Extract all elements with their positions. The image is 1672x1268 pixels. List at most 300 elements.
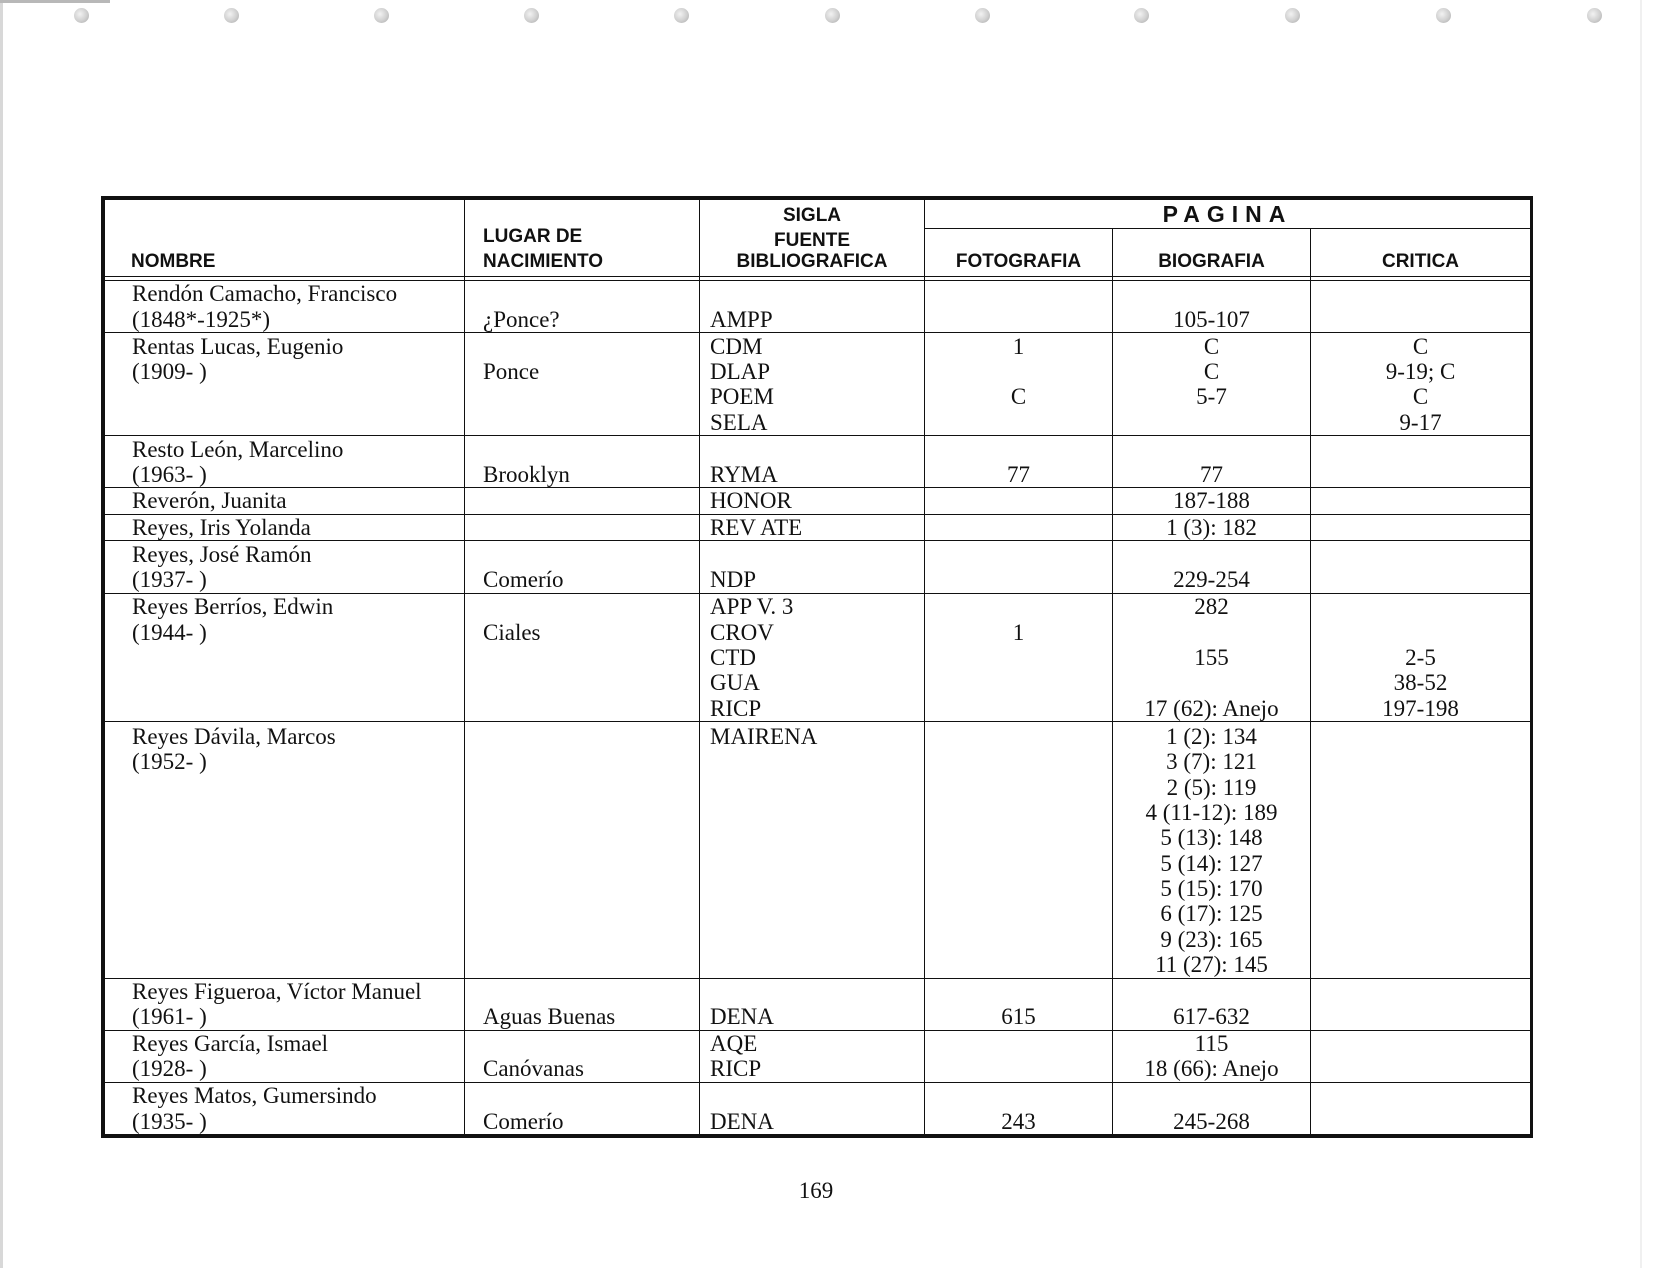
- cell-line: Comerío: [483, 567, 564, 593]
- cell-line: Ciales: [483, 619, 541, 645]
- cell-line: 187-188: [1173, 488, 1250, 514]
- cell-line: 3 (7): 121: [1166, 749, 1257, 775]
- table-row: [105, 333, 1531, 436]
- page-number: 169: [798, 1178, 834, 1203]
- cell-critica: [1311, 333, 1531, 436]
- cell-critica: [1311, 541, 1531, 593]
- cell-biografia: [1113, 541, 1311, 593]
- cell-line: [1311, 775, 1530, 800]
- cell-line: [483, 952, 699, 977]
- cell-line: REV ATE: [710, 515, 803, 541]
- cell-biografia: [1113, 333, 1311, 436]
- cell-line: [925, 927, 1112, 952]
- cell-line: [483, 594, 699, 619]
- cell-line: 5 (13): 148: [1160, 825, 1263, 851]
- cell-line: Brooklyn: [483, 461, 570, 487]
- cell-fotografia: [925, 488, 1113, 515]
- binder-hole-icon: [975, 8, 990, 23]
- cell-line: RICP: [710, 695, 762, 721]
- cell-nombre: [105, 514, 465, 541]
- cell-line: 9-17: [1399, 409, 1442, 435]
- cell-line: (1952- ): [132, 749, 207, 775]
- cell-line: 4 (11-12): 189: [1145, 799, 1278, 825]
- cell-line: DENA: [710, 1004, 774, 1030]
- cell-line: [132, 825, 464, 850]
- cell-biografia: [1113, 1082, 1311, 1134]
- cell-line: Ponce: [483, 359, 540, 385]
- cell-biografia: [1113, 514, 1311, 541]
- cell-line: [483, 901, 699, 926]
- cell-line: [483, 645, 699, 670]
- cell-line: [483, 825, 699, 850]
- cell-line: [925, 800, 1112, 825]
- cell-critica: [1311, 1082, 1531, 1134]
- cell-fotografia: [925, 333, 1113, 436]
- cell-line: [132, 410, 464, 435]
- header-nombre: NOMBRE: [105, 200, 465, 277]
- cell-line: [925, 901, 1112, 926]
- cell-line: [483, 515, 699, 540]
- cell-line: [925, 724, 1112, 749]
- cell-line: Reverón, Juanita: [132, 488, 287, 514]
- cell-lugar: [465, 978, 700, 1030]
- cell-line: [925, 307, 1112, 332]
- cell-line: 38-52: [1393, 670, 1448, 696]
- cell-line: [483, 542, 699, 567]
- cell-line: RYMA: [710, 461, 778, 487]
- cell-line: Resto León, Marcelino: [132, 436, 344, 462]
- cell-line: Comerío: [483, 1108, 564, 1134]
- cell-line: [1311, 876, 1530, 901]
- cell-line: [483, 1083, 699, 1108]
- header-pagina: PAGINA: [925, 200, 1531, 229]
- cell-sigla: [700, 333, 925, 436]
- cell-line: 243: [1001, 1108, 1036, 1134]
- cell-line: NDP: [710, 567, 757, 593]
- cell-line: [1311, 594, 1530, 619]
- cell-line: (1935- ): [132, 1108, 207, 1134]
- cell-line: [483, 800, 699, 825]
- cell-fotografia: [925, 1082, 1113, 1134]
- cell-line: [483, 437, 699, 462]
- header-lugar: LUGAR DE NACIMIENTO: [465, 200, 700, 277]
- table-row: [105, 978, 1531, 1030]
- cell-line: [132, 775, 464, 800]
- cell-line: 229-254: [1173, 567, 1250, 593]
- cell-line: [132, 800, 464, 825]
- cell-nombre: [105, 333, 465, 436]
- cell-line: [1113, 670, 1310, 695]
- cell-critica: [1311, 593, 1531, 722]
- cell-line: [1311, 462, 1530, 487]
- cell-line: RICP: [710, 1056, 762, 1082]
- cell-line: [1311, 800, 1530, 825]
- cell-line: 77: [1200, 461, 1223, 487]
- cell-line: 1: [1012, 333, 1025, 359]
- binder-holes: [0, 8, 1672, 28]
- cell-line: [132, 927, 464, 952]
- cell-nombre: [105, 593, 465, 722]
- cell-line: [1311, 281, 1530, 306]
- cell-line: [925, 696, 1112, 721]
- cell-line: APP V. 3: [710, 594, 794, 620]
- cell-line: Reyes Matos, Gumersindo: [132, 1083, 377, 1109]
- cell-line: [925, 825, 1112, 850]
- cell-line: [1311, 488, 1530, 513]
- cell-line: [1311, 1083, 1530, 1108]
- cell-lugar: [465, 281, 700, 333]
- cell-line: [925, 437, 1112, 462]
- cell-line: [925, 670, 1112, 695]
- cell-line: SELA: [710, 409, 768, 435]
- cell-line: Canóvanas: [483, 1056, 584, 1082]
- cell-line: [483, 410, 699, 435]
- cell-sigla: [700, 978, 925, 1030]
- index-table-frame: [101, 196, 1533, 1138]
- cell-fotografia: [925, 281, 1113, 333]
- cell-lugar: [465, 488, 700, 515]
- cell-line: GUA: [710, 670, 760, 696]
- cell-line: (1848*-1925*): [132, 306, 270, 332]
- header-critica: CRITICA: [1311, 229, 1531, 277]
- table-row: [105, 488, 1531, 515]
- index-table: [104, 199, 1531, 1135]
- cell-biografia: [1113, 593, 1311, 722]
- cell-biografia: [1113, 281, 1311, 333]
- cell-line: 6 (17): 125: [1160, 901, 1263, 927]
- cell-line: 18 (66): Anejo: [1144, 1056, 1279, 1082]
- cell-line: [1311, 437, 1530, 462]
- cell-line: Rentas Lucas, Eugenio: [132, 333, 344, 359]
- cell-line: Reyes Dávila, Marcos: [132, 723, 336, 749]
- cell-line: [1113, 1083, 1310, 1108]
- cell-line: [483, 876, 699, 901]
- cell-line: [1311, 927, 1530, 952]
- cell-line: ¿Ponce?: [483, 306, 560, 332]
- cell-line: MAIRENA: [710, 723, 818, 749]
- cell-line: [132, 645, 464, 670]
- cell-line: [483, 1031, 699, 1056]
- table-row: [105, 541, 1531, 593]
- cell-line: [483, 488, 699, 513]
- cell-line: [925, 359, 1112, 384]
- header-biografia: BIOGRAFIA: [1113, 229, 1311, 277]
- cell-line: 9-19; C: [1385, 359, 1456, 385]
- cell-line: [1311, 1004, 1530, 1029]
- cell-line: [925, 488, 1112, 513]
- cell-line: 1 (2): 134: [1166, 723, 1257, 749]
- cell-line: [710, 542, 924, 567]
- cell-line: [1311, 749, 1530, 774]
- cell-nombre: [105, 1030, 465, 1082]
- cell-line: (1944- ): [132, 619, 207, 645]
- cell-line: 9 (23): 165: [1160, 926, 1263, 952]
- cell-biografia: [1113, 722, 1311, 978]
- cell-critica: [1311, 488, 1531, 515]
- cell-line: C: [1203, 359, 1220, 385]
- binder-hole-icon: [825, 8, 840, 23]
- cell-lugar: [465, 1082, 700, 1134]
- binder-hole-icon: [1436, 8, 1451, 23]
- cell-lugar: [465, 1030, 700, 1082]
- binder-hole-icon: [1587, 8, 1602, 23]
- cell-line: [710, 281, 924, 306]
- cell-fotografia: [925, 514, 1113, 541]
- page-edge-left: [0, 0, 3, 1268]
- cell-lugar: [465, 514, 700, 541]
- cell-line: Reyes Figueroa, Víctor Manuel: [132, 978, 422, 1004]
- table-row: [105, 514, 1531, 541]
- cell-line: [925, 515, 1112, 540]
- cell-line: [483, 384, 699, 409]
- cell-line: Reyes, José Ramón: [132, 541, 312, 567]
- cell-line: [132, 384, 464, 409]
- cell-line: CDM: [710, 333, 763, 359]
- cell-line: [925, 1083, 1112, 1108]
- cell-sigla: [700, 514, 925, 541]
- cell-nombre: [105, 436, 465, 488]
- cell-line: [483, 724, 699, 749]
- cell-sigla: [700, 281, 925, 333]
- cell-sigla: [700, 436, 925, 488]
- cell-line: [710, 800, 924, 825]
- cell-line: [1311, 952, 1530, 977]
- cell-nombre: [105, 488, 465, 515]
- cell-nombre: [105, 978, 465, 1030]
- cell-line: C: [1010, 384, 1027, 410]
- cell-line: [483, 670, 699, 695]
- cell-line: [925, 775, 1112, 800]
- cell-line: 11 (27): 145: [1155, 952, 1268, 978]
- cell-line: HONOR: [710, 488, 792, 514]
- cell-line: [483, 775, 699, 800]
- cell-line: [1311, 542, 1530, 567]
- cell-line: [710, 952, 924, 977]
- cell-biografia: [1113, 1030, 1311, 1082]
- cell-sigla: [700, 1082, 925, 1134]
- cell-fotografia: [925, 1030, 1113, 1082]
- cell-line: Aguas Buenas: [483, 1004, 616, 1030]
- cell-line: [925, 979, 1112, 1004]
- cell-lugar: [465, 541, 700, 593]
- cell-line: Reyes, Iris Yolanda: [132, 515, 311, 541]
- cell-line: [925, 749, 1112, 774]
- cell-line: [132, 901, 464, 926]
- cell-line: 105-107: [1173, 306, 1250, 332]
- cell-critica: [1311, 722, 1531, 978]
- cell-line: [1113, 620, 1310, 645]
- cell-line: (1961- ): [132, 1004, 207, 1030]
- cell-line: 282: [1194, 594, 1229, 620]
- cell-line: [1311, 1109, 1530, 1134]
- binder-hole-icon: [674, 8, 689, 23]
- cell-line: [710, 901, 924, 926]
- page-edge-top: [0, 0, 110, 3]
- binder-hole-icon: [524, 8, 539, 23]
- cell-line: C: [1203, 333, 1220, 359]
- cell-line: 17 (62): Anejo: [1144, 695, 1279, 721]
- cell-line: [483, 749, 699, 774]
- cell-line: 5 (14): 127: [1160, 850, 1263, 876]
- cell-line: [710, 749, 924, 774]
- cell-line: [483, 927, 699, 952]
- binder-hole-icon: [224, 8, 239, 23]
- cell-critica: [1311, 978, 1531, 1030]
- cell-line: [710, 825, 924, 850]
- cell-sigla: [700, 541, 925, 593]
- table-row: [105, 281, 1531, 333]
- cell-line: [710, 851, 924, 876]
- cell-line: [132, 876, 464, 901]
- table-row: [105, 722, 1531, 978]
- cell-biografia: [1113, 436, 1311, 488]
- cell-line: Reyes Berríos, Edwin: [132, 594, 334, 620]
- cell-line: AMPP: [710, 306, 773, 332]
- cell-sigla: [700, 1030, 925, 1082]
- cell-line: [710, 1083, 924, 1108]
- cell-line: [925, 594, 1112, 619]
- cell-line: 1: [1012, 619, 1025, 645]
- cell-line: [1113, 410, 1310, 435]
- cell-line: [1113, 979, 1310, 1004]
- cell-line: [710, 927, 924, 952]
- cell-critica: [1311, 1030, 1531, 1082]
- cell-line: [1311, 979, 1530, 1004]
- cell-line: [710, 876, 924, 901]
- cell-lugar: [465, 333, 700, 436]
- cell-line: [1311, 825, 1530, 850]
- cell-line: [925, 851, 1112, 876]
- cell-line: [1311, 620, 1530, 645]
- cell-line: Reyes García, Ismael: [132, 1031, 329, 1057]
- cell-line: AQE: [710, 1031, 758, 1057]
- cell-line: [1311, 515, 1530, 540]
- cell-line: 245-268: [1173, 1108, 1250, 1134]
- cell-lugar: [465, 436, 700, 488]
- binder-hole-icon: [1285, 8, 1300, 23]
- cell-fotografia: [925, 541, 1113, 593]
- cell-nombre: [105, 722, 465, 978]
- cell-line: [925, 567, 1112, 592]
- cell-line: CTD: [710, 645, 756, 671]
- cell-line: 5 (15): 170: [1160, 876, 1263, 902]
- cell-line: C: [1412, 333, 1429, 359]
- cell-line: [925, 542, 1112, 567]
- cell-sigla: [700, 722, 925, 978]
- cell-line: (1909- ): [132, 359, 207, 385]
- header-sigla: SIGLA FUENTE BIBLIOGRAFICA: [700, 200, 925, 277]
- table-row: [105, 436, 1531, 488]
- cell-line: [925, 410, 1112, 435]
- cell-line: [925, 952, 1112, 977]
- cell-line: 77: [1007, 461, 1030, 487]
- cell-line: [710, 775, 924, 800]
- cell-line: [710, 437, 924, 462]
- cell-fotografia: [925, 593, 1113, 722]
- cell-line: [483, 851, 699, 876]
- cell-nombre: [105, 1082, 465, 1134]
- header-fotografia: FOTOGRAFIA: [925, 229, 1113, 277]
- cell-line: [1311, 724, 1530, 749]
- cell-line: [1113, 542, 1310, 567]
- table-row: [105, 593, 1531, 722]
- cell-line: 617-632: [1173, 1004, 1250, 1030]
- cell-line: [483, 979, 699, 1004]
- cell-line: 615: [1001, 1004, 1036, 1030]
- cell-line: 197-198: [1382, 695, 1459, 721]
- cell-line: 2 (5): 119: [1166, 774, 1257, 800]
- cell-line: [1113, 437, 1310, 462]
- cell-nombre: [105, 541, 465, 593]
- cell-line: [1311, 1031, 1530, 1056]
- cell-fotografia: [925, 978, 1113, 1030]
- cell-line: 115: [1194, 1031, 1229, 1057]
- cell-line: [1311, 1056, 1530, 1081]
- cell-line: [1311, 307, 1530, 332]
- table-row: [105, 1030, 1531, 1082]
- cell-line: [132, 670, 464, 695]
- cell-line: DENA: [710, 1108, 774, 1134]
- binder-hole-icon: [1134, 8, 1149, 23]
- cell-line: (1963- ): [132, 461, 207, 487]
- cell-line: [925, 1031, 1112, 1056]
- cell-critica: [1311, 281, 1531, 333]
- cell-fotografia: [925, 436, 1113, 488]
- cell-line: [483, 334, 699, 359]
- cell-line: [925, 1056, 1112, 1081]
- cell-line: (1928- ): [132, 1056, 207, 1082]
- cell-line: 2-5: [1405, 645, 1436, 671]
- cell-line: [925, 645, 1112, 670]
- cell-critica: [1311, 436, 1531, 488]
- cell-line: [132, 952, 464, 977]
- binder-hole-icon: [74, 8, 89, 23]
- cell-line: [1113, 281, 1310, 306]
- page-edge-right: [1640, 0, 1642, 1268]
- cell-critica: [1311, 514, 1531, 541]
- cell-sigla: [700, 593, 925, 722]
- table-row: [105, 1082, 1531, 1134]
- cell-line: [1311, 567, 1530, 592]
- cell-line: [1311, 851, 1530, 876]
- cell-line: [925, 281, 1112, 306]
- cell-line: 155: [1194, 645, 1229, 671]
- cell-line: Rendón Camacho, Francisco: [132, 281, 398, 307]
- cell-line: 1 (3): 182: [1166, 515, 1257, 541]
- cell-lugar: [465, 722, 700, 978]
- cell-line: 5-7: [1196, 384, 1227, 410]
- cell-line: DLAP: [710, 359, 771, 385]
- cell-line: [1311, 901, 1530, 926]
- cell-sigla: [700, 488, 925, 515]
- cell-line: POEM: [710, 384, 774, 410]
- cell-line: [132, 696, 464, 721]
- cell-line: CROV: [710, 619, 774, 645]
- cell-line: [925, 876, 1112, 901]
- cell-line: [483, 281, 699, 306]
- cell-nombre: [105, 281, 465, 333]
- cell-line: [132, 851, 464, 876]
- cell-line: C: [1412, 384, 1429, 410]
- index-table-body: [105, 281, 1531, 1135]
- binder-hole-icon: [374, 8, 389, 23]
- cell-lugar: [465, 593, 700, 722]
- cell-line: [483, 696, 699, 721]
- cell-biografia: [1113, 978, 1311, 1030]
- cell-fotografia: [925, 722, 1113, 978]
- cell-biografia: [1113, 488, 1311, 515]
- cell-line: (1937- ): [132, 567, 207, 593]
